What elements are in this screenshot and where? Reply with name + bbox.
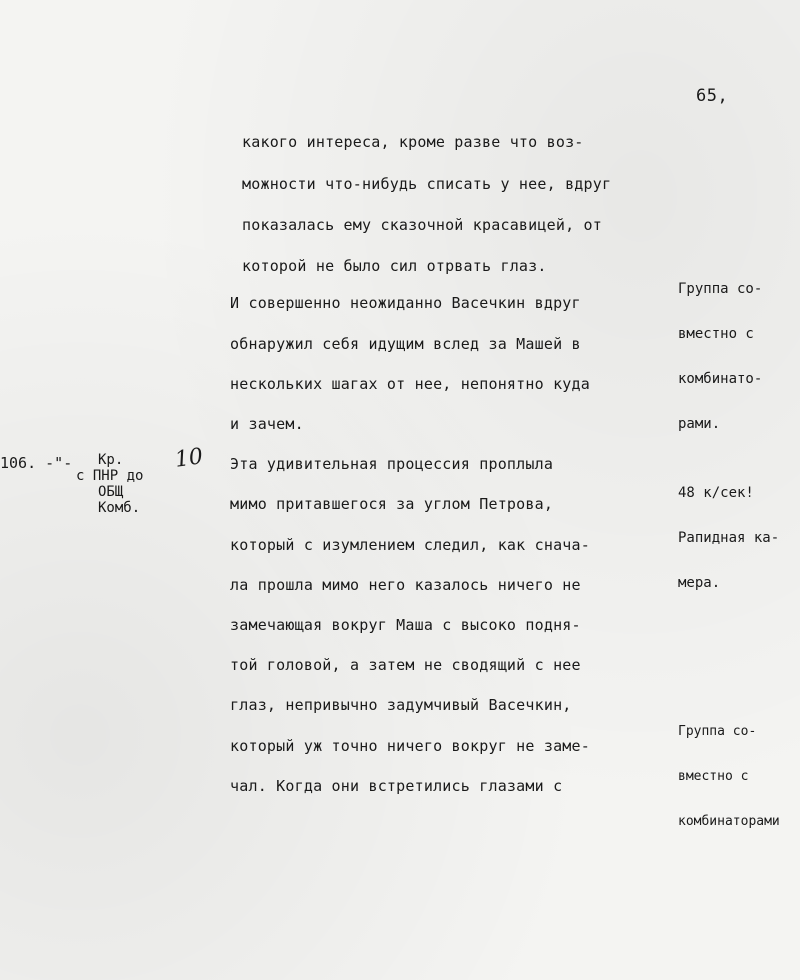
- note-line: Группа со-: [678, 724, 757, 739]
- note-line: 48 к/сек!: [678, 485, 754, 501]
- note-line: комбинато-: [678, 371, 763, 387]
- shot-number: 106. -"-: [0, 454, 73, 472]
- shot-size-line: с ПНР до: [76, 468, 144, 484]
- right-margin-note: [678, 252, 762, 462]
- body-line: которой не было сил отрвать глаз.: [242, 257, 547, 275]
- handwritten-shot-mark: 10: [173, 444, 205, 473]
- note-line: комбинаторами: [678, 814, 780, 829]
- body-line: обнаружил себя идущим вслед за Машей в: [230, 335, 581, 353]
- shot-size-note: [76, 452, 144, 516]
- body-line: нескольких шагах от нее, непонятно куда: [230, 375, 590, 393]
- body-line: который с изумлением следил, как снача-: [230, 536, 590, 554]
- right-margin-note: [678, 456, 779, 621]
- page-number: 65,: [696, 86, 729, 106]
- body-line: какого интереса, кроме разве что воз-: [242, 133, 584, 151]
- body-line: можности что-нибудь списать у нее, вдруг: [242, 175, 612, 193]
- body-line: который уж точно ничего вокруг не заме-: [230, 737, 590, 755]
- body-line: показалась ему сказочной красавицей, от: [242, 216, 602, 234]
- note-line: вместно с: [678, 326, 754, 342]
- note-line: Рапидная ка-: [678, 530, 780, 546]
- shot-size-line: Комб.: [98, 500, 141, 516]
- shot-size-line: ОБЩ: [98, 484, 124, 500]
- body-line: чал. Когда они встретились глазами с: [230, 777, 563, 795]
- body-line: Эта удивительная процессия проплыла: [230, 455, 554, 473]
- body-line: и зачем.: [230, 415, 304, 433]
- body-line: глаз, непривычно задумчивый Васечкин,: [230, 696, 572, 714]
- body-line: той головой, а затем не сводящий с нее: [230, 656, 581, 674]
- note-line: вместно с: [678, 769, 749, 784]
- note-line: Группа со-: [678, 281, 763, 297]
- body-line: И совершенно неожиданно Васечкин вдруг: [230, 294, 581, 312]
- note-line: мера.: [678, 575, 721, 591]
- body-line: ла прошла мимо него казалось ничего не: [230, 576, 581, 594]
- note-line: рами.: [678, 416, 721, 432]
- shot-size-line: Кр.: [98, 452, 124, 468]
- body-line: замечающая вокруг Маша с высоко подня-: [230, 616, 581, 634]
- body-line: мимо притавшегося за углом Петрова,: [230, 495, 554, 513]
- right-margin-note: [678, 694, 780, 859]
